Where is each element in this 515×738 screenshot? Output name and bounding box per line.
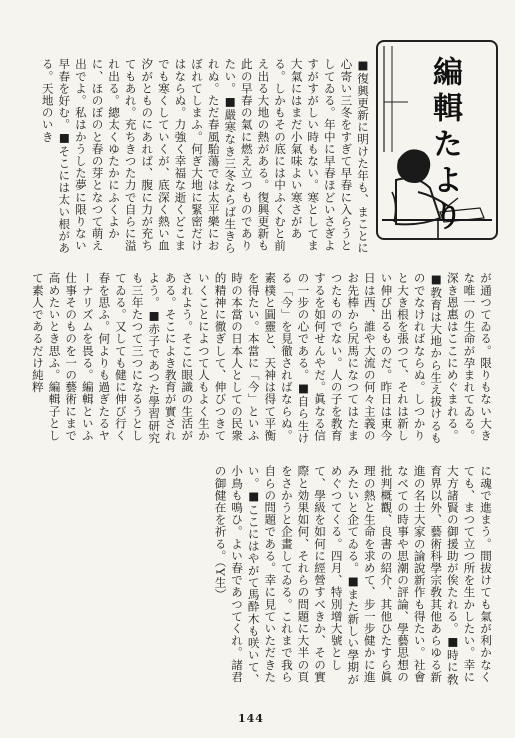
column-bottom: に魂で進まう。間拔けても氣が利かなくても、まつて立つ所を生かしたい。幸に大方諸賢の御援助が俟たれる。■時に敎育界以外、藝術科學宗敎其他あらゆる新進の名士大家の論說新作も得たい。社會なべての時事や思潮の評論、學藝思想の批判概觀、良書の紹介、其他ひたすら眞理の熱と生命を求めて、步一步健かに進みたいと企てゐる。■また新しい學期がめぐつてくる。四月、特別增大號として、學級を如何に經營すべきか、その實際と効果如何、それらの問題に大半の頁をさかうと企畫してゐる。これまで我ら自らの問題である。幸に見ていただきたい。■ここにはやがて馬酔木も咲いて、小鳥も鳴ひ。よい春であつてくれ。諸君の御健在を祈る。（Y生） (213, 465, 493, 686)
header-title: 編輯たより (427, 56, 462, 236)
column-top: ■復興更新に明けた年も、まことに心寄い三冬をすぎて早春に入らうとしてゐる。年中に早春ほどいさぎよすがすがしい時もない。寒としてま大氣にはまだ小氣味よい寒さがある。しかもその底には中ふくむと前え出る大地の熱がある。復興更新も此の早春の氣に燃え立つものでありたい。■嚴寒なき三冬ならば生きられぬ。ただ春風駘蕩では太平樂におぼれてしまふ。何ぎ大地に緊密だけはならぬ。力強く幸福な逝くどこまでも寒くしていくが、底深く熱い血汐がとものにあれば、腹に力が充ちてもあれ。充ちきつた力で自らに溢れ出る。總太くゆたかにふくよかに、ほのぼのと春の芽となつて萌え出でよ。私はかうした夢に限りない早春を好む。■そこには太い根がある。天地のいき (40, 58, 370, 254)
column-middle: が通つてゐる。限りもない大きな唯一の生命が孕まれてゐる。深き恩惠はここにめぐまれる。■教育は大地から生え拔けるものでなければならぬ。しつかりと大き根を張つて、それは新しい伸び出るものだ。昨日は東今日は西、誰や大流の何々主義のお先棒から尻馬になつてはたまつたものでない。人の子を教育するを如何せんやだ。眞なる信の一步の心である。■自ら生ける「今」を見徹さればならぬ。素樸と圓靈と、天神は得て平衡を得たい。本當に「今」といふ時の本當の日本人としての民衆的精神に徹ぎして、伸びつきていくことによつて人もよく生かされよう。そこに眼識の生活がある。そこによき教育が實されよう。■赤子であつた學習研究も三年たつて三つになるうとしてゐる。又しても健に伸び行く春を思ふ。何よりも過ぎたるヤーナリズムを畏る。編輯といふ仕事そのものを一の藝術にまで高めたいとき思ふ。編輯子として素人であるだけ純粹 (30, 272, 493, 444)
page-number: 144 (238, 712, 264, 725)
editorial-header (376, 40, 498, 240)
